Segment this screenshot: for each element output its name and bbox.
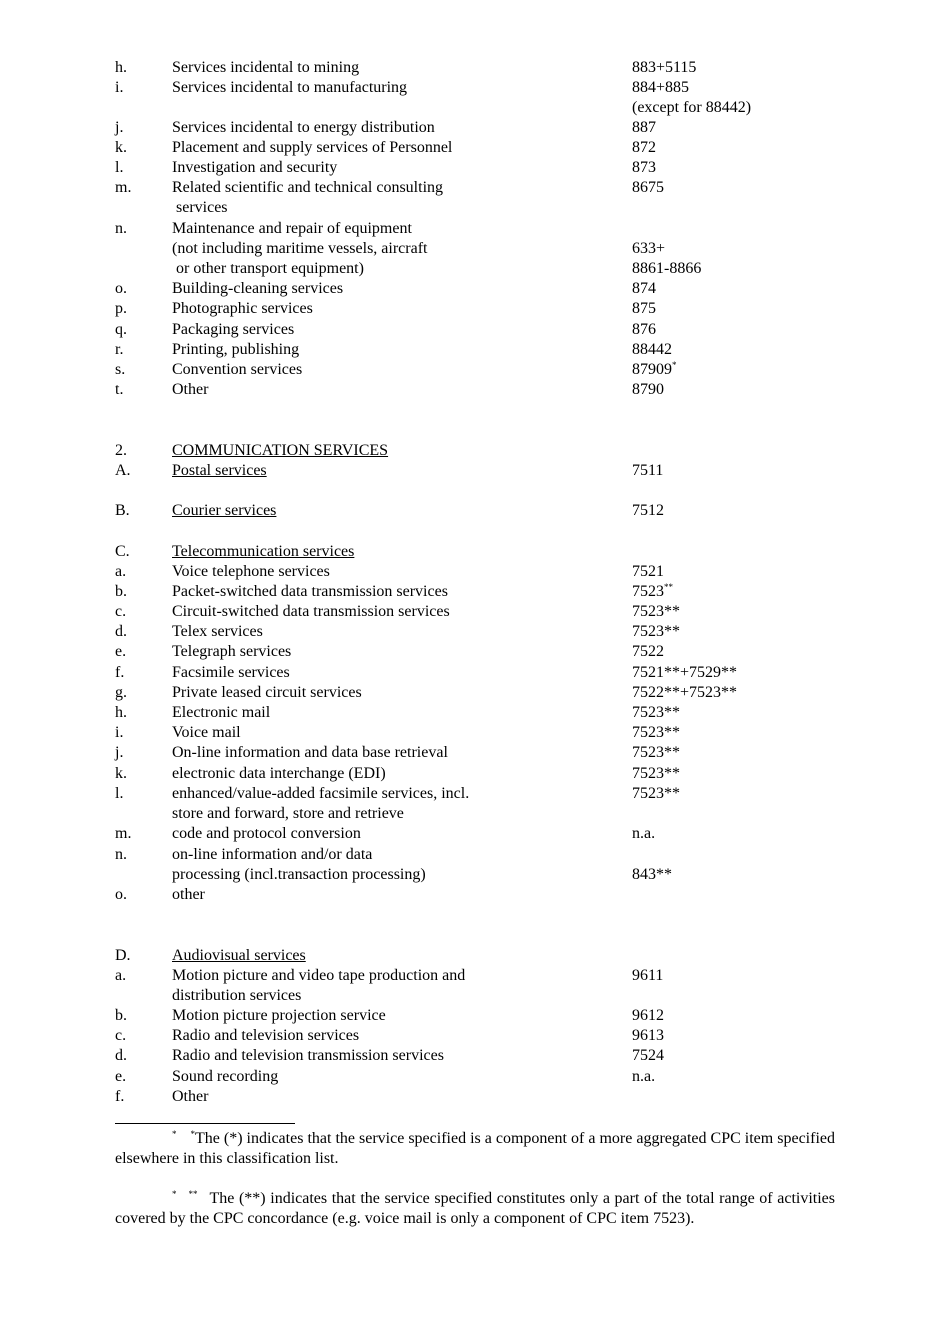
footnote-2-text: The (**) indicates that the service specified constitutes only a part of the total range of activities covered by the CPC concordance (e.g. voice mail is only a component of CPC item 7523). <box>115 1190 835 1227</box>
item-description: Photographic services <box>172 300 313 317</box>
item-letter: b. <box>115 583 127 600</box>
item-description: Convention services <box>172 361 303 378</box>
cpc-code-value: 87909 <box>632 361 672 378</box>
item-cpc-code <box>632 966 663 986</box>
cpc-code-value: 7521**+7529** <box>632 664 738 681</box>
footnote-ref-mark: ** <box>664 582 673 592</box>
item-description: Related scientific and technical consulting <box>172 179 444 196</box>
item-cpc-code <box>632 279 656 299</box>
item-letter: a. <box>115 563 127 580</box>
item-description: or other transport equipment) <box>172 260 364 277</box>
item-letter: C. <box>115 543 130 560</box>
cpc-code-value: n.a. <box>632 1068 656 1085</box>
cpc-code-value: 7523** <box>632 704 680 721</box>
cpc-code-value: 883+5115 <box>632 59 697 76</box>
cpc-code-value: 8790 <box>632 381 664 398</box>
item-letter: r. <box>115 341 124 358</box>
item-description: Radio and television transmission services <box>172 1047 444 1064</box>
footnote-separator <box>115 1123 295 1124</box>
footnote-ref-mark: * <box>672 360 677 370</box>
item-cpc-code <box>632 602 680 622</box>
item-description: Circuit-switched data transmission services <box>172 603 450 620</box>
item-letter: s. <box>115 361 126 378</box>
cpc-code-value: 633+ <box>632 240 666 257</box>
item-letter: D. <box>115 947 131 964</box>
cpc-code-value: 873 <box>632 159 656 176</box>
item-letter: d. <box>115 623 127 640</box>
cpc-code-value: 887 <box>632 119 656 136</box>
item-letter: h. <box>115 704 127 721</box>
item-letter: j. <box>115 744 124 761</box>
item-cpc-code <box>632 824 655 844</box>
item-cpc-code <box>632 1046 664 1066</box>
cpc-code-value: 7523** <box>632 765 680 782</box>
item-description: Motion picture projection service <box>172 1007 386 1024</box>
footnote-2-ref-mark: * <box>172 1189 177 1199</box>
footnote-1-mark: * <box>190 1129 195 1139</box>
item-letter: i. <box>115 79 124 96</box>
item-description: Motion picture and video tape production and <box>172 967 466 984</box>
item-description: Private leased circuit services <box>172 684 362 701</box>
item-cpc-code <box>632 239 665 259</box>
cpc-code-value: n.a. <box>632 825 656 842</box>
item-cpc-code <box>632 138 656 158</box>
item-description: Telecommunication services <box>172 543 355 560</box>
item-letter: k. <box>115 765 127 782</box>
item-letter: A. <box>115 462 131 479</box>
item-letter: b. <box>115 1007 127 1024</box>
item-cpc-code <box>632 178 664 198</box>
cpc-code-value: 7521 <box>632 563 664 580</box>
item-cpc-code <box>632 764 680 784</box>
item-description: Packaging services <box>172 321 295 338</box>
item-cpc-code <box>632 663 737 683</box>
item-cpc-code <box>632 1026 664 1046</box>
item-letter: c. <box>115 603 127 620</box>
item-description: other <box>172 886 205 903</box>
item-letter: h. <box>115 59 127 76</box>
footnote-1-text: The (*) indicates that the service specified is a component of a more aggregated CPC item specified elsewhere in this classification list. <box>115 1130 835 1167</box>
cpc-code-value: 7523** <box>632 744 680 761</box>
item-letter: t. <box>115 381 124 398</box>
item-description: Services incidental to energy distribution <box>172 119 435 136</box>
cpc-code-value: 7523** <box>632 603 680 620</box>
item-description: Printing, publishing <box>172 341 300 358</box>
item-description: Voice mail <box>172 724 241 741</box>
cpc-code-value: 9612 <box>632 1007 664 1024</box>
item-cpc-code <box>632 158 656 178</box>
item-cpc-code <box>632 259 701 279</box>
item-description: Voice telephone services <box>172 563 330 580</box>
cpc-code-value: 884+885 <box>632 79 690 96</box>
item-letter: a. <box>115 967 127 984</box>
item-cpc-code <box>632 78 689 98</box>
cpc-code-value: (except for 88442) <box>632 99 752 116</box>
item-cpc-code <box>632 461 663 481</box>
item-description: store and forward, store and retrieve <box>172 805 404 822</box>
item-letter: c. <box>115 1027 127 1044</box>
item-letter: g. <box>115 684 127 701</box>
cpc-code-value: 872 <box>632 139 656 156</box>
item-letter: n. <box>115 220 127 237</box>
cpc-code-value: 8861-8866 <box>632 260 702 277</box>
cpc-code-value: 876 <box>632 321 656 338</box>
cpc-code-value: 843** <box>632 866 672 883</box>
item-description: Postal services <box>172 462 267 479</box>
item-description: Radio and television services <box>172 1027 360 1044</box>
item-description: Facsimile services <box>172 664 290 681</box>
item-cpc-code <box>632 683 737 703</box>
item-description: Building-cleaning services <box>172 280 344 297</box>
item-description: Courier services <box>172 502 277 519</box>
cpc-code-value: 7523** <box>632 785 680 802</box>
item-cpc-code <box>632 299 656 319</box>
item-cpc-code <box>632 360 677 380</box>
item-description: services <box>172 199 228 216</box>
footnote-2-mark: ** <box>188 1189 198 1199</box>
item-description: Sound recording <box>172 1068 279 1085</box>
cpc-code-value: 8675 <box>632 179 664 196</box>
cpc-code-value: 874 <box>632 280 656 297</box>
cpc-code-value: 7524 <box>632 1047 664 1064</box>
cpc-code-value: 9611 <box>632 967 664 984</box>
item-description: (not including maritime vessels, aircraft <box>172 240 428 257</box>
cpc-code-value: 7512 <box>632 502 664 519</box>
item-cpc-code <box>632 1067 655 1087</box>
item-cpc-code <box>632 380 664 400</box>
item-cpc-code <box>632 642 664 662</box>
item-letter: k. <box>115 139 127 156</box>
item-cpc-code <box>632 340 672 360</box>
item-letter: e. <box>115 643 127 660</box>
item-description: Audiovisual services <box>172 947 306 964</box>
item-cpc-code <box>632 784 680 804</box>
item-cpc-code <box>632 723 680 743</box>
item-description: distribution services <box>172 987 302 1004</box>
item-description: Telex services <box>172 623 263 640</box>
item-description: electronic data interchange (EDI) <box>172 765 386 782</box>
item-cpc-code <box>632 703 680 723</box>
item-description: Placement and supply services of Personnel <box>172 139 453 156</box>
item-cpc-code <box>632 865 672 885</box>
item-description: Packet-switched data transmission services <box>172 583 448 600</box>
item-cpc-code <box>632 58 696 78</box>
item-cpc-code <box>632 582 673 602</box>
item-description: Other <box>172 1088 209 1105</box>
item-letter: f. <box>115 664 125 681</box>
item-letter: n. <box>115 846 127 863</box>
item-description: enhanced/value-added facsimile services, incl. <box>172 785 470 802</box>
item-cpc-code <box>632 622 680 642</box>
item-letter: o. <box>115 886 127 903</box>
item-letter: B. <box>115 502 130 519</box>
cpc-code-value: 875 <box>632 300 656 317</box>
cpc-code-value: 9613 <box>632 1027 664 1044</box>
item-description: Investigation and security <box>172 159 338 176</box>
item-letter: m. <box>115 825 132 842</box>
item-letter: l. <box>115 159 124 176</box>
item-description: COMMUNICATION SERVICES <box>172 442 389 459</box>
item-letter: l. <box>115 785 124 802</box>
item-cpc-code <box>632 98 751 118</box>
item-cpc-code <box>632 320 656 340</box>
item-description: Services incidental to manufacturing <box>172 79 408 96</box>
item-letter: q. <box>115 321 127 338</box>
item-description: Maintenance and repair of equipment <box>172 220 412 237</box>
footnote-1 <box>115 1129 835 1169</box>
item-letter: m. <box>115 179 132 196</box>
item-description: Telegraph services <box>172 643 292 660</box>
cpc-code-value: 7523** <box>632 623 680 640</box>
item-letter: o. <box>115 280 127 297</box>
item-description: processing (incl.transaction processing) <box>172 866 426 883</box>
item-cpc-code <box>632 118 656 138</box>
footnote-2 <box>115 1189 835 1229</box>
cpc-code-value: 7511 <box>632 462 664 479</box>
item-description: Other <box>172 381 209 398</box>
item-letter: p. <box>115 300 127 317</box>
item-letter: f. <box>115 1088 125 1105</box>
item-letter: 2. <box>115 442 127 459</box>
item-letter: d. <box>115 1047 127 1064</box>
item-description: on-line information and/or data <box>172 846 373 863</box>
cpc-code-value: 88442 <box>632 341 672 358</box>
item-cpc-code <box>632 743 680 763</box>
cpc-code-value: 7523** <box>632 724 680 741</box>
item-description: code and protocol conversion <box>172 825 361 842</box>
cpc-code-value: 7522**+7523** <box>632 684 738 701</box>
cpc-code-value: 7522 <box>632 643 664 660</box>
item-cpc-code <box>632 501 664 521</box>
footnote-1-ref-mark: * <box>172 1129 177 1139</box>
cpc-code-value: 7523 <box>632 583 664 600</box>
item-letter: i. <box>115 724 124 741</box>
item-cpc-code <box>632 1006 664 1026</box>
item-letter: j. <box>115 119 124 136</box>
item-cpc-code <box>632 562 664 582</box>
item-description: On-line information and data base retrieval <box>172 744 448 761</box>
item-description: Services incidental to mining <box>172 59 360 76</box>
item-letter: e. <box>115 1068 127 1085</box>
item-description: Electronic mail <box>172 704 271 721</box>
